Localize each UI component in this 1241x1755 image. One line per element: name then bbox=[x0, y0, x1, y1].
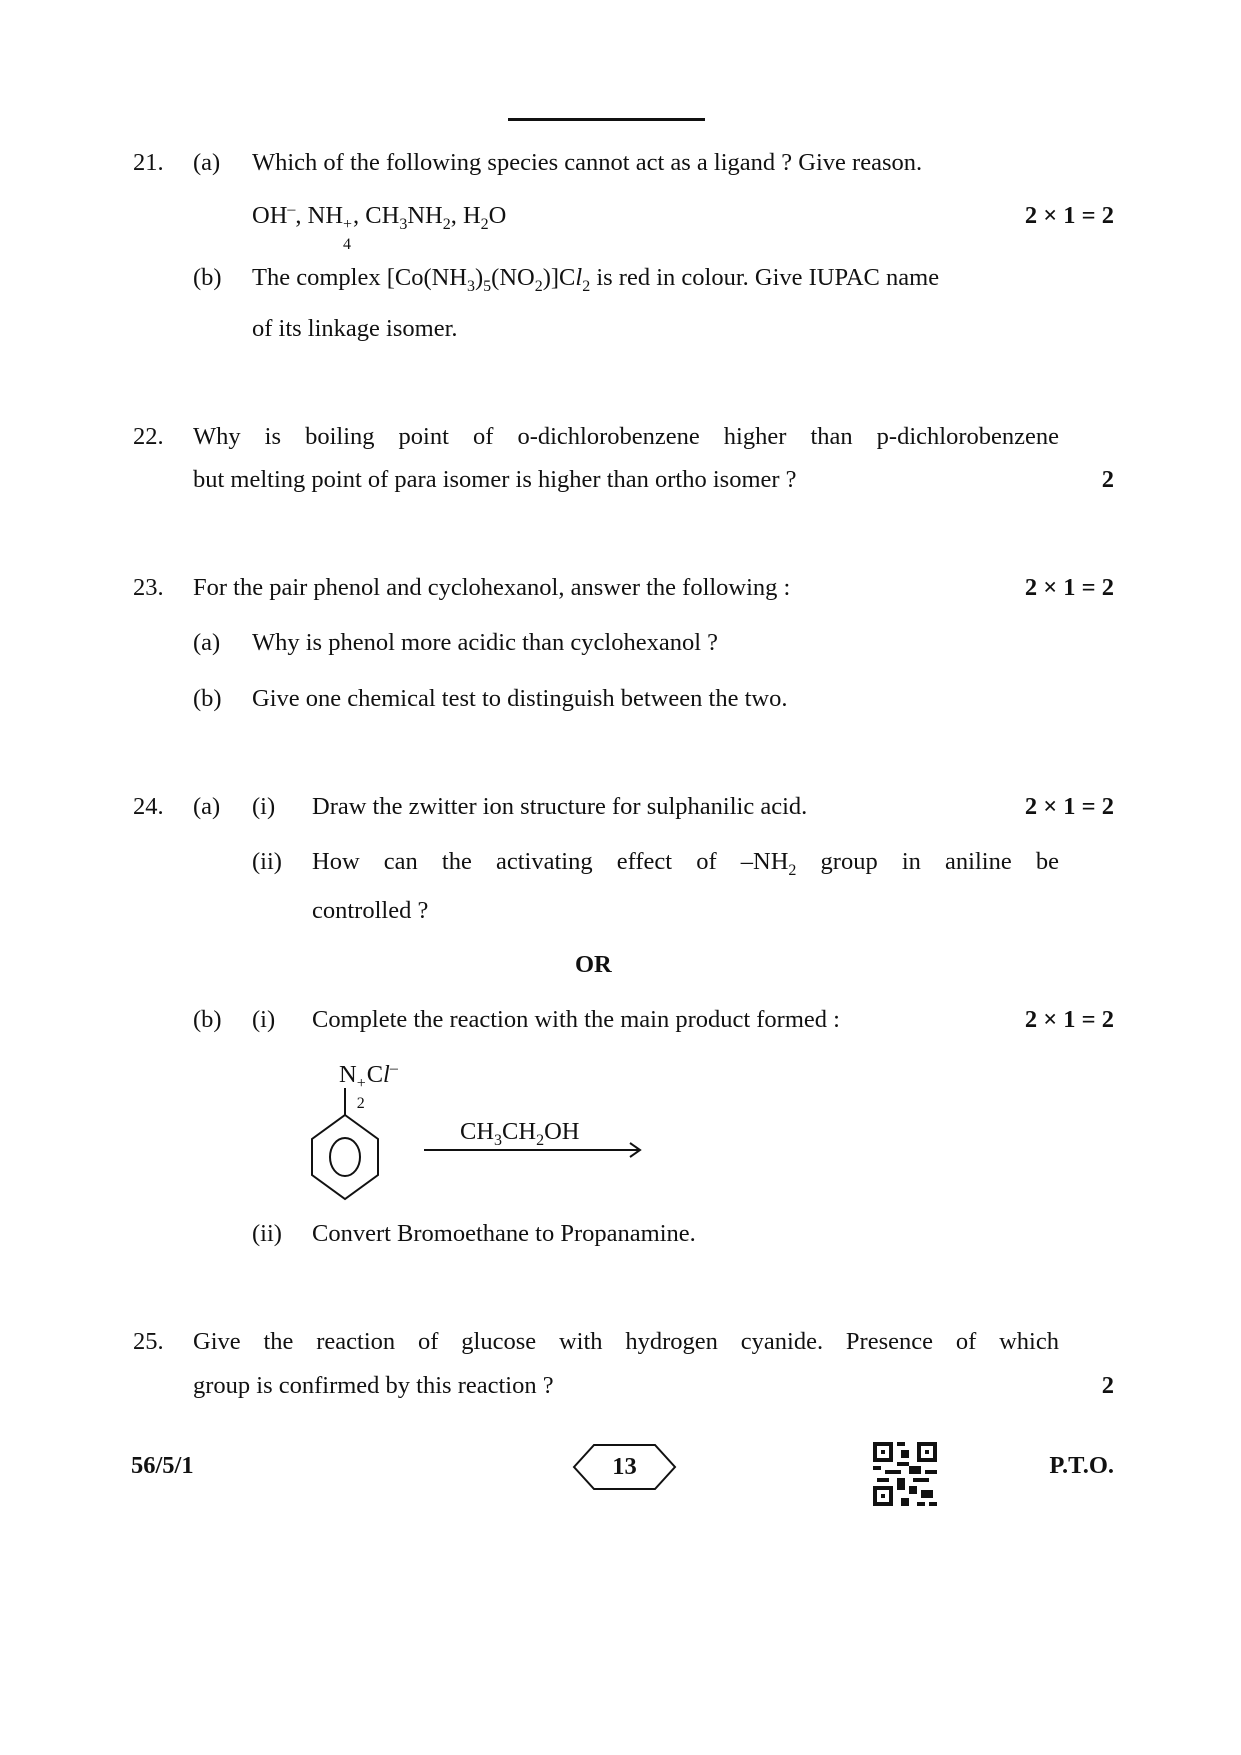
part-label: (a) bbox=[193, 793, 221, 820]
please-turn-over: P.T.O. bbox=[1049, 1452, 1114, 1479]
reaction-arrow-icon bbox=[424, 1140, 644, 1160]
subpart-label: (ii) bbox=[252, 848, 282, 875]
marks: 2 × 1 = 2 bbox=[1024, 1006, 1114, 1033]
question-text: Why is phenol more acidic than cyclohexanol ? bbox=[252, 629, 719, 656]
question-text: For the pair phenol and cyclohexanol, answer the following : bbox=[193, 574, 791, 601]
question-text: How can the activating effect of $-NH_2$ group in aniline be bbox=[312, 848, 1060, 879]
qr-code-icon bbox=[873, 1442, 937, 1506]
question-text: Which of the following species cannot act as a ligand ? Give reason. bbox=[252, 149, 923, 176]
marks: 2 × 1 = 2 bbox=[1024, 574, 1114, 601]
question-number: 23. bbox=[133, 574, 164, 601]
question-text: Give one chemical test to distinguish between the two. bbox=[252, 685, 788, 712]
question-text: Convert Bromoethane to Propanamine. bbox=[312, 1220, 696, 1247]
page-number-badge bbox=[572, 1443, 677, 1491]
question-number: 21. bbox=[133, 149, 164, 176]
question-text: Complete the reaction with the main product formed : bbox=[312, 1006, 840, 1033]
part-label: (b) bbox=[193, 685, 222, 712]
subpart-label: (i) bbox=[252, 793, 276, 820]
page-number: 13 bbox=[612, 1453, 637, 1480]
question-number: 24. bbox=[133, 793, 164, 820]
reagent-label: $CH_3CH_2OH$ bbox=[460, 1118, 580, 1149]
question-text: Draw the zwitter ion structure for sulphanilic acid. bbox=[312, 793, 808, 820]
benzene-ring-structure bbox=[305, 1085, 385, 1205]
or-separator: OR bbox=[575, 951, 612, 978]
paper-code: 56/5/1 bbox=[131, 1452, 194, 1479]
species-list: OH–, NH + 4 , $CH_3NH_2$, $H_2O$ bbox=[252, 201, 507, 253]
question-number: 25. bbox=[133, 1328, 164, 1355]
part-label: (a) bbox=[193, 629, 221, 656]
question-number: 22. bbox=[133, 423, 164, 450]
subpart-label: (ii) bbox=[252, 1220, 282, 1247]
part-label: (a) bbox=[193, 149, 221, 176]
marks: 2 × 1 = 2 bbox=[1024, 202, 1114, 229]
marks: 2 × 1 = 2 bbox=[1024, 793, 1114, 820]
subpart-label: (i) bbox=[252, 1006, 276, 1033]
diazonium-label: N + 2 Cl– bbox=[339, 1060, 398, 1112]
question-text: controlled ? bbox=[312, 897, 429, 924]
part-label: (b) bbox=[193, 1006, 222, 1033]
question-text: group is confirmed by this reaction ? bbox=[193, 1372, 554, 1399]
question-text: Give the reaction of glucose with hydrogen cyanide. Presence of which bbox=[193, 1328, 1059, 1355]
marks: 2 bbox=[1101, 1372, 1114, 1399]
question-text: The complex $[Co(NH_3)_5(NO_2)]Cl_2$ is red in colour. Give IUPAC name bbox=[252, 264, 940, 295]
marks: 2 bbox=[1101, 466, 1114, 493]
question-text: of its linkage isomer. bbox=[252, 315, 458, 342]
question-text: Why is boiling point of o-dichlorobenzene higher than p-dichlorobenzene bbox=[193, 423, 1059, 450]
top-rule bbox=[508, 118, 705, 121]
part-label: (b) bbox=[193, 264, 222, 291]
question-text: but melting point of para isomer is higher than ortho isomer ? bbox=[193, 466, 797, 493]
